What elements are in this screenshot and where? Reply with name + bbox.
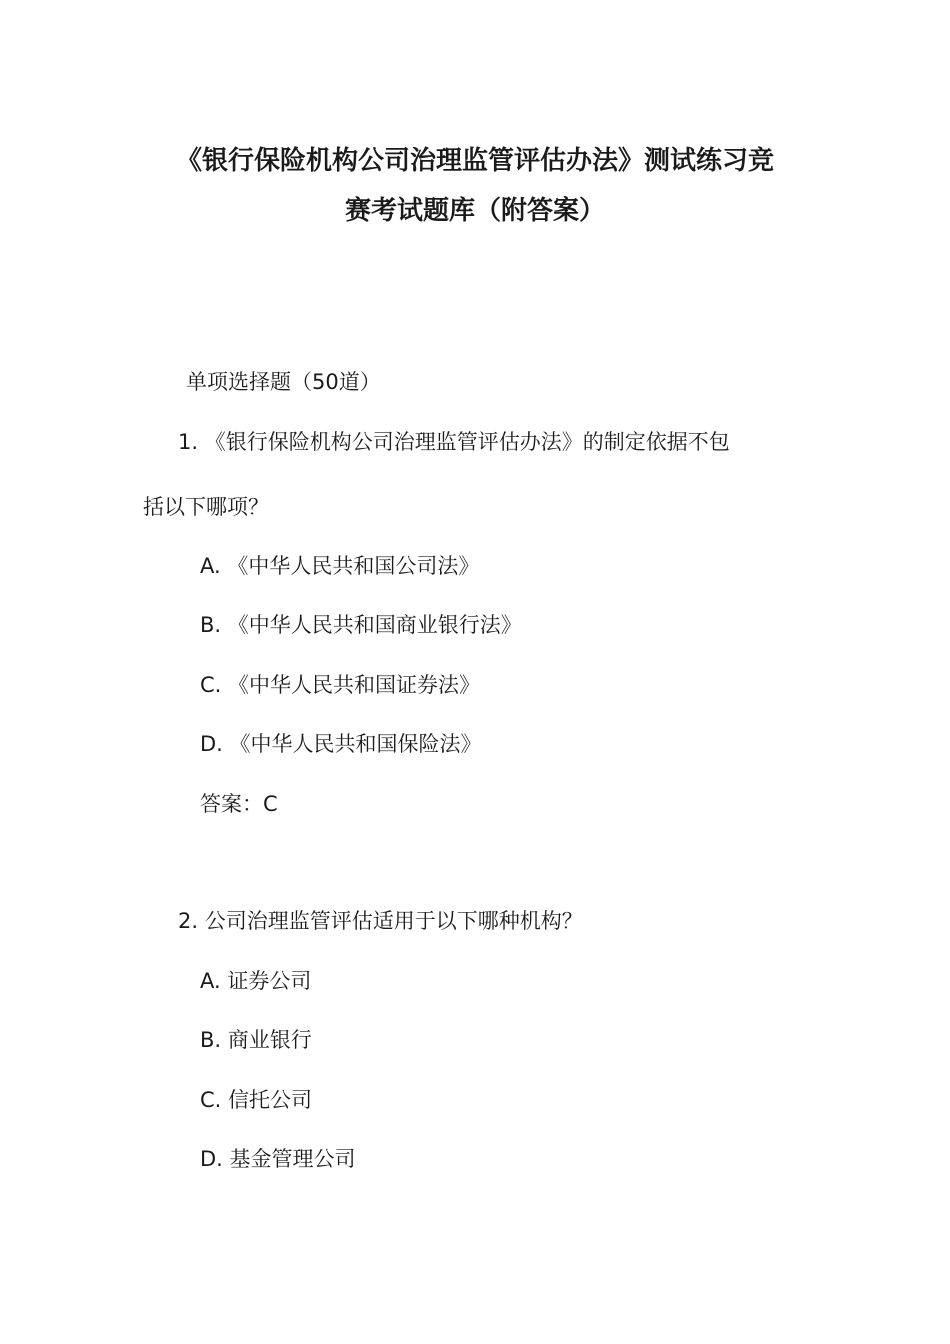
document-title-line-2: 赛考试题库（附答案）	[344, 196, 605, 226]
question-2-option-d: D. 基金管理公司	[200, 1147, 356, 1171]
question-1-option-c: C. 《中华人民共和国证券法》	[200, 673, 481, 697]
question-1-stem-line-2: 括以下哪项？	[143, 495, 269, 519]
question-1-stem-line-1: 1. 《银行保险机构公司治理监管评估办法》的制定依据不包	[178, 430, 730, 454]
question-2-option-a: A. 证券公司	[200, 969, 312, 993]
question-2-option-b: B. 商业银行	[200, 1028, 312, 1052]
document-title-line-1: 《银行保险机构公司治理监管评估办法》测试练习竞	[175, 146, 774, 176]
question-2-stem-line-1: 2. 公司治理监管评估适用于以下哪种机构？	[178, 909, 583, 933]
question-1-option-d: D. 《中华人民共和国保险法》	[200, 732, 482, 756]
question-1-option-b: B. 《中华人民共和国商业银行法》	[200, 613, 522, 637]
section-heading: 单项选择题（50道）	[186, 370, 381, 394]
question-1-answer: 答案：C	[200, 792, 278, 816]
question-1-option-a: A. 《中华人民共和国公司法》	[200, 554, 480, 578]
question-2-option-c: C. 信托公司	[200, 1088, 313, 1112]
